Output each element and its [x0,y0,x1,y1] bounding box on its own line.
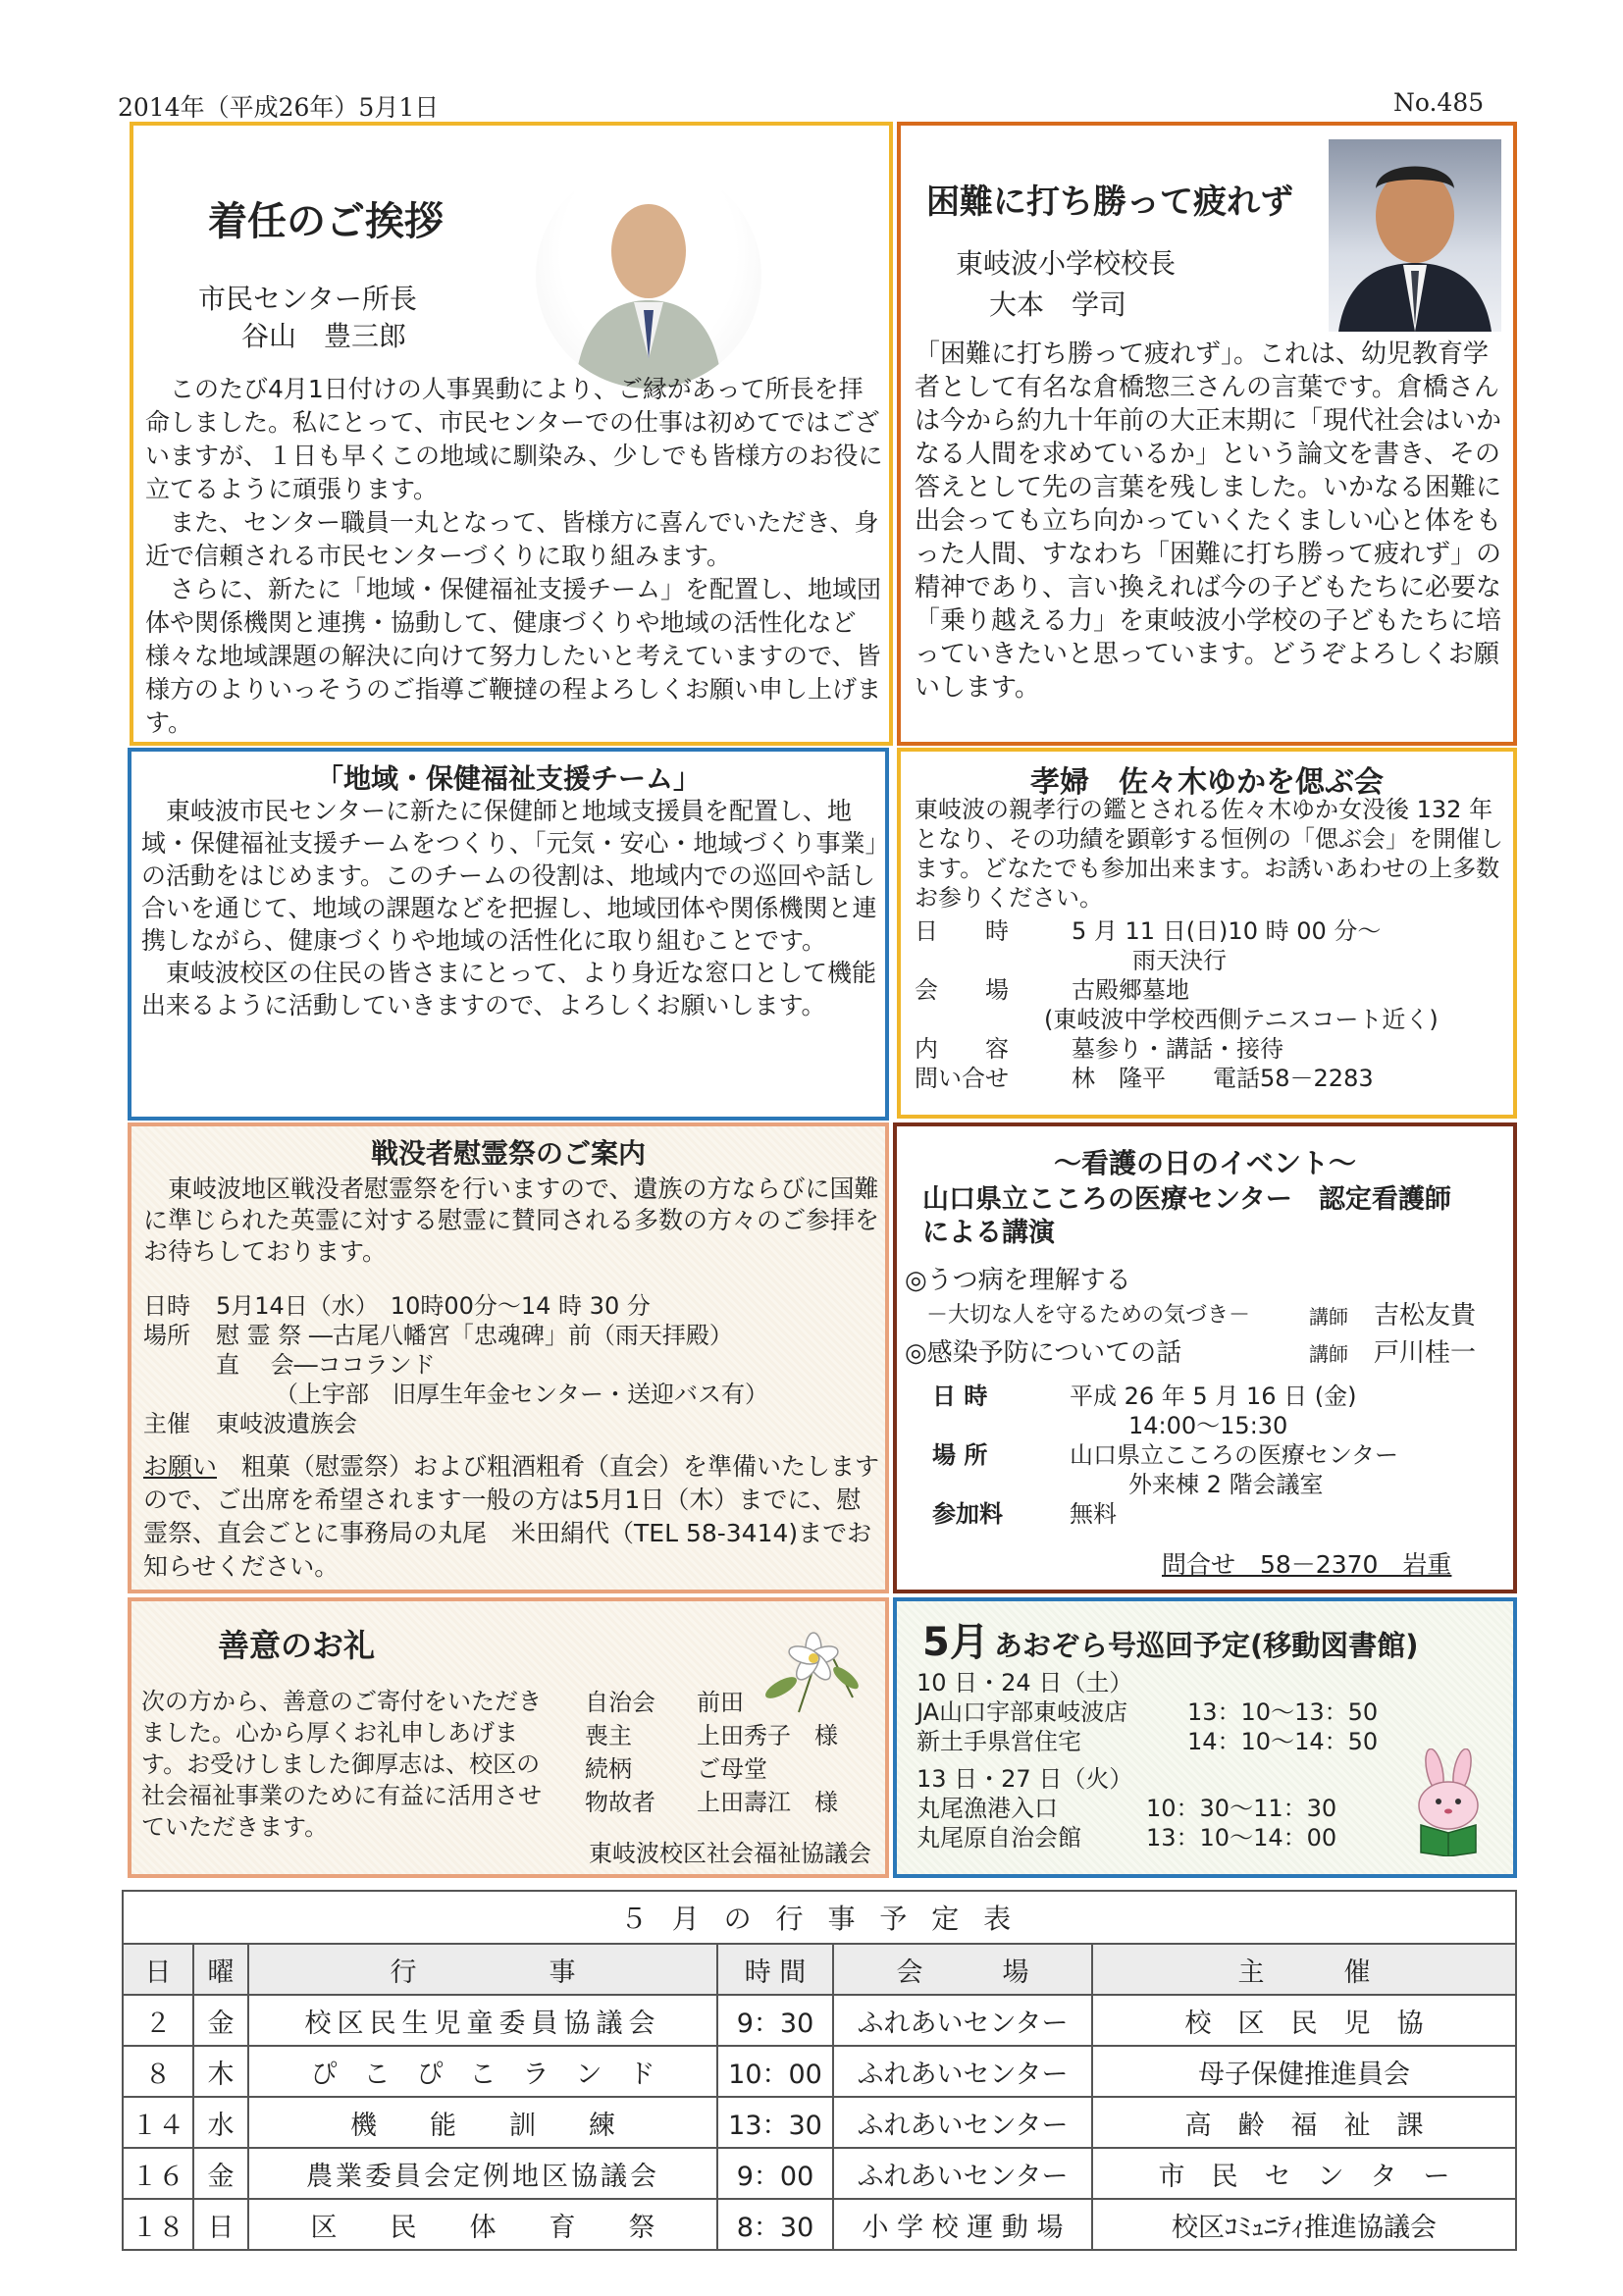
donor-role: 物故者 [585,1789,655,1816]
library-stop-place: 丸尾原自治会館 [916,1824,1081,1852]
greeting-role: 市民センター所長 [198,283,417,315]
sasaki-row-venue [915,975,1503,1005]
support-team-section [128,748,889,1121]
library-stop [916,1823,1427,1852]
greeting-section [130,122,893,746]
memorial-row-value: 5月14日（水） 10時00分～14 時 30 分 [216,1292,651,1320]
donor-list [585,1686,838,1819]
memorial-request [143,1450,881,1584]
schedule-cell-time: 13：30 [717,2097,833,2148]
schedule-row [123,2046,1516,2097]
library-stop-place: 新土手県営住宅 [916,1728,1081,1755]
thanks-signature: 東岐波校区社会福祉協議会 [589,1840,871,1867]
support-team-body [141,795,877,1021]
director-photo [536,163,761,389]
memorial-title: 戦没者慰霊祭のご案内 [370,1137,646,1170]
donor-row [585,1686,838,1719]
greeting-body [145,373,883,740]
nursing-row [932,1440,1501,1470]
schedule-title: ５ 月 の 行 事 予 定 表 [123,1891,1516,1944]
schedule-cell-event: 区 民 体 育 祭 [248,2199,717,2250]
speaker-label: 講師 [1309,1305,1348,1329]
issue-number: No.485 [1393,88,1485,117]
library-stop-place: 丸尾漁港入口 [916,1795,1058,1822]
schedule-cell-host: 母子保健推進員会 [1092,2046,1516,2097]
nursing-row-sub: 14:00～15:30 [1128,1412,1288,1439]
thanks-title: 善意のお礼 [218,1627,376,1664]
schedule-header-time: 時 間 [717,1944,833,1995]
memorial-row [143,1380,881,1409]
schedule-cell-event: 機 能 訓 練 [248,2097,717,2148]
mobile-library-section [893,1597,1517,1878]
schedule-cell-host: 校区ｺﾐｭﾆﾃｨ推進協議会 [1092,2199,1516,2250]
principal-body: 「困難に打ち勝って疲れず」。これは、幼児教育学者として有名な倉橋惣三さんの言葉です。倉橋さんは今から約九十年前の大正末期に「現代社会はいかなる人間を求めているか」という論文を書き、その答えとして先の言葉を残しました。いかなる困難に出会っても立ち向かっていくたくましい心と体をもった人間、すなわち「困難に打ち勝って疲れず」の精神であり、言い換えれば今の子どもたちに必要な「乗り越える力」を東岐波小学校の子どもたちに培っていきたいと思っています。どうぞよろしくお願いします。 [915,339,1502,703]
nursing-row-label: 場 所 [932,1441,988,1469]
schedule-cell-day: ２ [123,1995,193,2046]
donor-name: 上田秀子 様 [697,1722,838,1749]
nursing-row [932,1499,1501,1529]
schedule-header-host: 主 催 [1092,1944,1516,1995]
library-stop-time: 13：10～14：00 [1146,1824,1337,1852]
schedule-header-event: 行 事 [248,1944,717,1995]
donor-name: 前田 [697,1689,744,1716]
schedule-cell-time: 8：30 [717,2199,833,2250]
donor-role: 喪主 [585,1722,632,1749]
nursing-subheading: 山口県立こころの医療センター 認定看護師による講演 [922,1184,1451,1248]
memorial-row-label [143,1350,216,1380]
nursing-heading: ～看護の日のイベント～ [1053,1147,1356,1179]
memorial-row-label: 場所 [143,1322,190,1349]
donor-role: 続柄 [585,1755,632,1783]
sasaki-row-value: 古殿郷墓地 [1072,976,1189,1004]
sasaki-row-label: 日 時 [915,917,1009,945]
schedule-cell-day: ８ [123,2046,193,2097]
memorial-request-label: お願い [143,1452,218,1481]
schedule-header-day: 日 [123,1944,193,1995]
memorial-row-value: 東岐波遺族会 [216,1410,357,1437]
sasaki-section [897,748,1517,1119]
schedule-cell-event: ぴ こ ぴ こ ラ ン ド [248,2046,717,2097]
sasaki-row-value: 林 隆平 電話58－2283 [1072,1065,1374,1092]
nursing-contact: 問合せ 58－2370 岩重 [1162,1550,1452,1579]
sasaki-row-label: 会 場 [915,976,1009,1004]
speaker-name: 戸川桂一 [1374,1338,1477,1368]
support-team-paragraph: 東岐波市民センターに新たに保健師と地域支援員を配置し、地域・保健福祉支援チームをつくり、「元気・安心・地域づくり事業」の活動をはじめます。このチームの役割は、地域内での巡回や話し合いを通じて、地域の課題などを把握し、地域団体や関係機関と連携しながら、健康づくりや地域の活性化に取り組むことです。 [141,797,878,955]
sasaki-details [915,916,1503,1093]
memorial-row-value: 直 会―ココランド [216,1351,436,1379]
library-date: 13 日・27 日（火） [916,1765,1133,1793]
support-team-paragraph: 東岐波校区の住民の皆さまにとって、より身近な窓口として機能出来るように活動していきますので、よろしくお願いします。 [141,959,877,1019]
principal-role: 東岐波小学校校長 [956,247,1177,280]
speaker-name: 吉松友貴 [1374,1301,1477,1331]
nursing-row-value: 山口県立こころの医療センター [1070,1441,1399,1469]
donor-name: 上田壽江 様 [697,1789,838,1816]
schedule-cell-weekday: 金 [193,2148,248,2199]
schedule-cell-day: １４ [123,2097,193,2148]
schedule-cell-venue: ふれあいセンター [833,2148,1092,2199]
sasaki-row-label: 内 容 [915,1035,1009,1063]
memorial-row [143,1350,881,1380]
library-stop [916,1697,1427,1727]
schedule-row [123,2148,1516,2199]
memorial-intro: 東岐波地区戦没者慰霊祭を行いますので、遺族の方ならびに国難に準じられた英霊に対する慰霊に賛同される多数の方々のご参拝をお待ちしております。 [143,1174,880,1266]
schedule-row [123,1995,1516,2046]
event-schedule-table [122,1890,1517,2251]
donor-row [585,1719,838,1752]
memorial-row [143,1321,881,1350]
memorial-row-label: 主催 [143,1410,190,1437]
support-team-title: 「地域・保健福祉支援チーム」 [315,762,701,795]
schedule-cell-host: 校 区 民 児 協 [1092,1995,1516,2046]
sasaki-title: 孝婦 佐々木ゆかを偲ぶ会 [1030,765,1384,800]
schedule-cell-weekday: 金 [193,1995,248,2046]
thanks-section [128,1597,889,1878]
memorial-details [143,1291,881,1438]
greeting-paragraph: また、センター職員一丸となって、皆様方に喜んでいただき、身近で信頼される市民センターづくりに取り組みます。 [145,508,879,570]
memorial-section [128,1122,889,1593]
schedule-cell-host: 高 齢 福 祉 課 [1092,2097,1516,2148]
nursing-day-section [893,1122,1517,1593]
schedule-cell-venue: ふれあいセンター [833,1995,1092,2046]
library-date: 10 日・24 日（土） [916,1669,1133,1696]
greeting-name: 谷山 豊三郎 [241,320,407,352]
library-stop-time: 13：10～13：50 [1187,1698,1379,1726]
memorial-body [143,1174,881,1268]
schedule-cell-venue: ふれあいセンター [833,2046,1092,2097]
rabbit-reading-icon [1399,1748,1497,1856]
talk-2-speaker [1309,1336,1476,1371]
donor-row [585,1786,838,1819]
library-stop [916,1794,1427,1823]
principal-photo [1329,139,1501,332]
schedule-row [123,2199,1516,2250]
schedule-cell-event: 農業委員会定例地区協議会 [248,2148,717,2199]
donor-row [585,1752,838,1786]
schedule-cell-weekday: 木 [193,2046,248,2097]
schedule-cell-host: 市 民 セ ン タ ー [1092,2148,1516,2199]
schedule-row [123,2097,1516,2148]
greeting-title: 着任のご挨拶 [208,199,444,244]
schedule-cell-time: 9：00 [717,2148,833,2199]
talk-1-speaker [1309,1299,1476,1333]
nursing-row-value: 平成 26 年 5 月 16 日 (金) [1070,1383,1357,1410]
sasaki-row-value: 5 月 11 日(日)10 時 00 分～ [1072,917,1382,945]
memorial-row-label: 日時 [143,1292,190,1320]
memorial-request-body: 粗菓（慰霊祭）および粗酒粗肴（直会）を準備いたしますので、ご出席を希望されます一般の方は5月1日（木）までに、慰霊祭、直会ごとに事務局の丸尾 米田絹代（TEL 58-3414)までお知らせください。 [143,1452,880,1581]
schedule-header-row [123,1944,1516,1995]
sasaki-row-sub: 雨天決行 [1132,947,1227,974]
thanks-body: 次の方から、善意のご寄付をいただきました。心から厚くお礼申しあげます。お受けしました御厚志は、校区の社会福祉事業のために有益に活用させていただきます。 [141,1688,542,1841]
library-stop-place: JA山口宇部東岐波店 [916,1698,1128,1726]
principal-title: 困難に打ち勝って疲れず [926,183,1293,222]
greeting-paragraph: さらに、新たに「地域・保健福祉支援チーム」を配置し、地域団体や関係機関と連携・協動して、健康づくりや地域の活性化など様々な地域課題の解決に向けて努力したいと考えていますので、皆様方のよりいっそうのご指導ご鞭撻の程よろしくお願い申し上げます。 [145,575,882,737]
schedule-cell-venue: ふれあいセンター [833,2097,1092,2148]
memorial-row [143,1291,881,1321]
library-heading [922,1611,1418,1667]
schedule-cell-event: 校区民生児童委員協議会 [248,1995,717,2046]
library-stop [916,1727,1427,1756]
sasaki-row-label: 問い合せ [915,1065,1009,1092]
sasaki-body: 東岐波の親孝行の鑑とされる佐々木ゆか女没後 132 年となり、その功績を顕彰する恒例の「偲ぶ会」を開催します。どなたでも参加出来ます。お誘いあわせの上多数お参りください。 [915,796,1503,912]
memorial-row-value: （上宇部 旧厚生年金センター・送迎バス有） [216,1381,769,1408]
library-stop-time: 10：30～11：30 [1146,1795,1337,1822]
speaker-label: 講師 [1309,1342,1348,1366]
principal-name: 大本 学司 [989,288,1127,321]
schedule-header-venue: 会 場 [833,1944,1092,1995]
nursing-row-value: 無料 [1070,1500,1117,1528]
donor-name: ご母堂 [697,1755,767,1783]
memorial-row-label [143,1380,216,1409]
nursing-details [932,1382,1501,1529]
schedule-cell-venue: 小 学 校 運 動 場 [833,2199,1092,2250]
talk-2-topic: ◎感染予防についての話 [905,1338,1182,1368]
memorial-row-value: 慰 霊 祭 ―古尾八幡宮「忠魂碑」前（雨天拝殿） [216,1322,733,1349]
nursing-row-sub: 外来棟 2 階会議室 [1128,1471,1324,1498]
nursing-row-label: 参加料 [932,1500,1003,1528]
library-month: 5月 [922,1620,989,1665]
issue-date: 2014年（平成26年）5月1日 [118,93,440,122]
sasaki-row-value: 墓参り・講話・接待 [1072,1035,1283,1063]
schedule-header-weekday: 曜 [193,1944,248,1995]
nursing-row [932,1382,1501,1411]
memorial-row [143,1409,881,1438]
library-stop-time: 14：10～14：50 [1187,1728,1379,1755]
donor-role: 自治会 [585,1689,655,1716]
sasaki-row-date [915,916,1503,946]
schedule-cell-time: 9：30 [717,1995,833,2046]
sasaki-row-content [915,1034,1503,1064]
library-schedule [916,1668,1427,1852]
principal-section [897,122,1517,746]
sasaki-row-sub: (東岐波中学校西側テニスコート近く) [1044,1006,1439,1033]
schedule-cell-day: １８ [123,2199,193,2250]
library-title: あおぞら号巡回予定(移動図書館) [993,1629,1419,1662]
greeting-paragraph: このたび4月1日付けの人事異動により、ご縁があって所長を拝命しました。私にとって、市民センターでの仕事は初めてではございますが、１日も早くこの地域に馴染み、少しでも皆様方のお役に立てるように頑張ります。 [145,375,883,503]
schedule-cell-day: １６ [123,2148,193,2199]
sasaki-row-contact [915,1064,1503,1093]
schedule-cell-weekday: 日 [193,2199,248,2250]
talk-1-topic: ◎うつ病を理解する [905,1266,1131,1295]
talk-1-subtitle: －大切な人を守るための気づき－ [926,1303,1251,1328]
nursing-row-label: 日 時 [932,1383,988,1410]
schedule-cell-weekday: 水 [193,2097,248,2148]
schedule-cell-time: 10：00 [717,2046,833,2097]
